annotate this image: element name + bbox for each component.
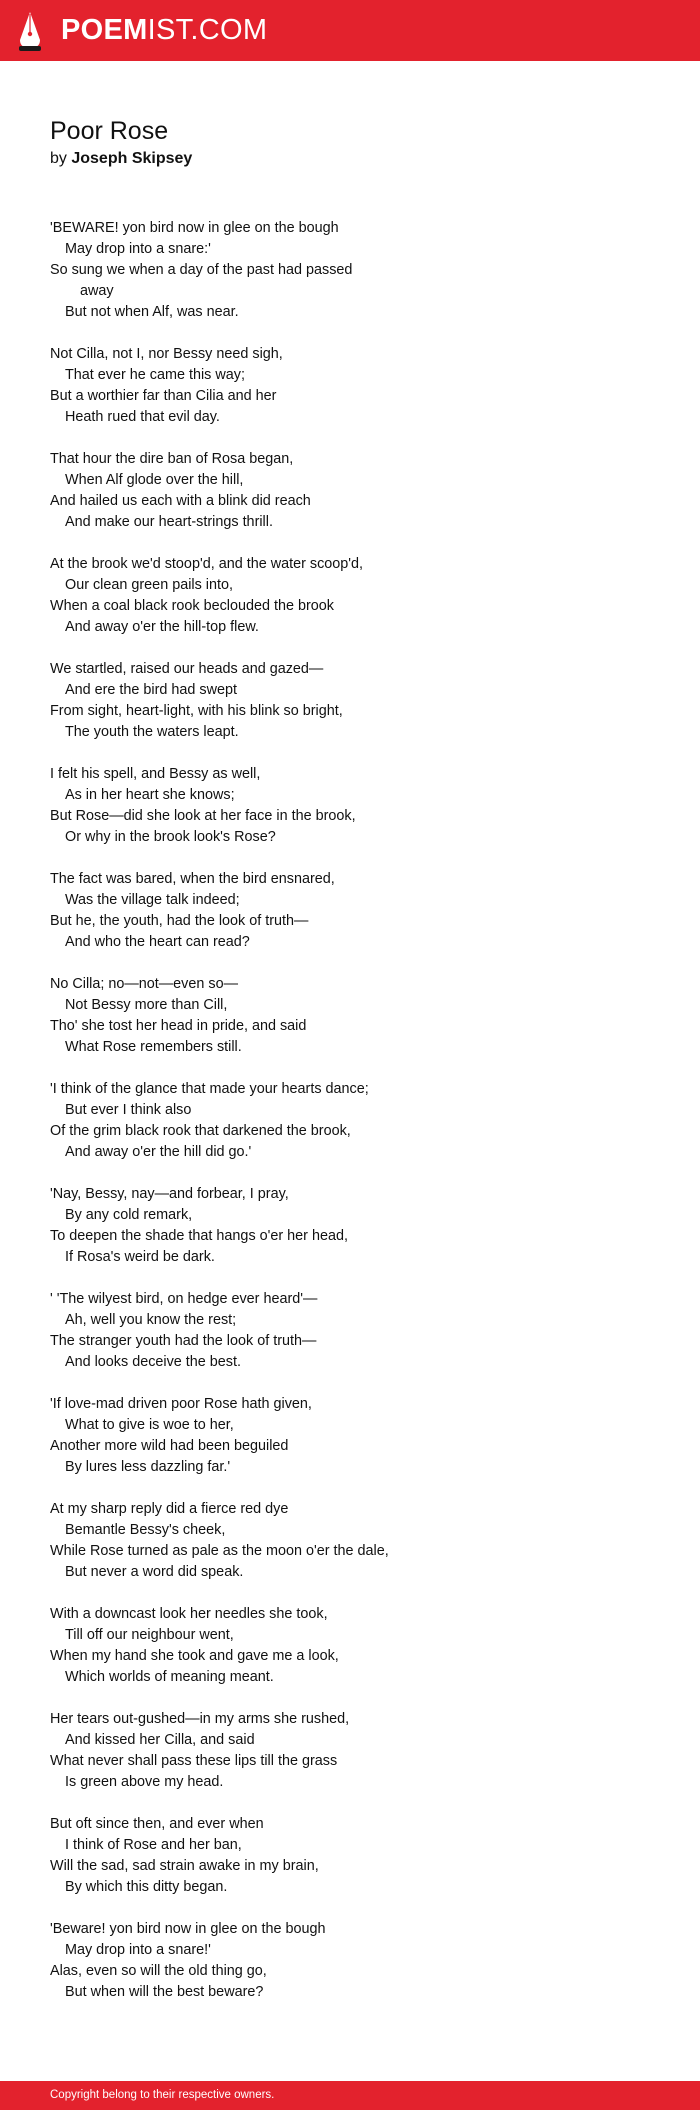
poem-line: Not Cilla, not I, nor Bessy need sigh, (50, 346, 283, 362)
stanza (50, 1604, 650, 1688)
poem-line: By which this ditty began. (65, 1879, 228, 1895)
poem-line: From sight, heart-light, with his blink so bright, (50, 703, 343, 719)
author-name[interactable]: Joseph Skipsey (71, 150, 193, 167)
brand-bold: POEM (61, 14, 148, 46)
poem-line: Which worlds of meaning meant. (65, 1669, 274, 1685)
poem-line: And who the heart can read? (65, 934, 250, 950)
poem-line: ' 'The wilyest bird, on hedge ever heard'— (50, 1291, 318, 1307)
poem-line: And away o'er the hill did go.' (65, 1144, 252, 1160)
by-label: by (50, 150, 67, 167)
poem-line: If Rosa's weird be dark. (65, 1249, 215, 1265)
poem-line: By lures less dazzling far.' (65, 1459, 231, 1475)
poem-line: The youth the waters leapt. (65, 724, 239, 740)
poem-line: Another more wild had been beguiled (50, 1438, 289, 1454)
poem-line: But Rose—did she look at her face in the brook, (50, 808, 356, 824)
pen-nib-icon[interactable] (16, 10, 44, 52)
poem-line: 'BEWARE! yon bird now in glee on the bough (50, 220, 339, 236)
poem-line: And away o'er the hill-top flew. (65, 619, 259, 635)
poem-line: Till off our neighbour went, (65, 1627, 234, 1643)
poem-line: What never shall pass these lips till the grass (50, 1753, 338, 1769)
stanza (50, 869, 650, 953)
poem-line: But ever I think also (65, 1102, 192, 1118)
poem-line: Is green above my head. (65, 1774, 224, 1790)
poem-line: What to give is woe to her, (65, 1417, 234, 1433)
stanza (50, 1079, 650, 1163)
poem-line: away (80, 283, 114, 299)
poem-line: Bemantle Bessy's cheek, (65, 1522, 226, 1538)
poem-line: At the brook we'd stoop'd, and the water scoop'd, (50, 556, 364, 572)
poem-line: I think of Rose and her ban, (65, 1837, 242, 1853)
poem-line: But oft since then, and ever when (50, 1816, 264, 1832)
stanza (50, 1289, 650, 1373)
poem-title: Poor Rose (50, 117, 169, 145)
stanza (50, 1709, 650, 1793)
poem-line: At my sharp reply did a fierce red dye (50, 1501, 289, 1517)
poem-line: And hailed us each with a blink did reach (50, 493, 311, 509)
poem-line: Was the village talk indeed; (65, 892, 240, 908)
poem-line: The stranger youth had the look of truth— (50, 1333, 317, 1349)
poem-line: To deepen the shade that hangs o'er her head, (50, 1228, 348, 1244)
poem-line: Tho' she tost her head in pride, and said (50, 1018, 307, 1034)
poem-line: What Rose remembers still. (65, 1039, 242, 1055)
poem-line: May drop into a snare:' (65, 241, 211, 257)
poem-line: The fact was bared, when the bird ensnared, (50, 871, 335, 887)
poem-line: And make our heart-strings thrill. (65, 514, 273, 530)
poem-line: That hour the dire ban of Rosa began, (50, 451, 294, 467)
site-logo-text[interactable] (61, 11, 267, 49)
poem-line: As in her heart she knows; (65, 787, 235, 803)
poem-line: We startled, raised our heads and gazed— (50, 661, 324, 677)
poem-line: Alas, even so will the old thing go, (50, 1963, 267, 1979)
poem-line: Will the sad, sad strain awake in my brain, (50, 1858, 319, 1874)
brand-light: IST.COM (147, 14, 268, 46)
poem-line: Our clean green pails into, (65, 577, 233, 593)
poem-line: By any cold remark, (65, 1207, 193, 1223)
stanza (50, 218, 650, 323)
poem-line: Of the grim black rook that darkened the brook, (50, 1123, 351, 1139)
poem-line: When my hand she took and gave me a look, (50, 1648, 339, 1664)
poem-line: When Alf glode over the hill, (65, 472, 244, 488)
stanza (50, 344, 650, 428)
poem-line: 'Beware! yon bird now in glee on the bough (50, 1921, 326, 1937)
poem-line: While Rose turned as pale as the moon o'er the dale, (50, 1543, 389, 1559)
poem-line: With a downcast look her needles she took, (50, 1606, 328, 1622)
poem-line: No Cilla; no—not—even so— (50, 976, 238, 992)
poem-line: But never a word did speak. (65, 1564, 244, 1580)
stanza (50, 1814, 650, 1898)
poem-line: When a coal black rook beclouded the brook (50, 598, 334, 614)
poem-line: Not Bessy more than Cill, (65, 997, 228, 1013)
site-header (0, 0, 700, 61)
poem-line: And kissed her Cilla, and said (65, 1732, 255, 1748)
poem-line: And looks deceive the best. (65, 1354, 241, 1370)
poem-line: So sung we when a day of the past had passed (50, 262, 353, 278)
poem-line: May drop into a snare!' (65, 1942, 211, 1958)
poem-line: But not when Alf, was near. (65, 304, 239, 320)
poem-line: And ere the bird had swept (65, 682, 237, 698)
poem-line: That ever he came this way; (65, 367, 245, 383)
poem-line: 'Nay, Bessy, nay—and forbear, I pray, (50, 1186, 289, 1202)
stanza (50, 659, 650, 743)
stanza (50, 1184, 650, 1268)
poem-line: But he, the youth, had the look of truth— (50, 913, 309, 929)
stanza (50, 1919, 650, 2003)
poem-line: But when will the best beware? (65, 1984, 264, 2000)
poem-line: Her tears out-gushed—in my arms she rushed, (50, 1711, 350, 1727)
stanza (50, 449, 650, 533)
poem-line: I felt his spell, and Bessy as well, (50, 766, 261, 782)
byline (50, 147, 192, 171)
poem-line: Or why in the brook look's Rose? (65, 829, 276, 845)
stanza (50, 1499, 650, 1583)
poem-line: 'If love-mad driven poor Rose hath given, (50, 1396, 312, 1412)
stanza (50, 554, 650, 638)
site-footer (0, 2081, 700, 2110)
poem-line: Ah, well you know the rest; (65, 1312, 237, 1328)
poem-line: Heath rued that evil day. (65, 409, 220, 425)
poem-line: 'I think of the glance that made your hearts dance; (50, 1081, 369, 1097)
stanza (50, 974, 650, 1058)
poem-body (50, 218, 650, 2024)
stanza (50, 1394, 650, 1478)
copyright-text: Copyright belong to their respective owners. (50, 2089, 275, 2101)
stanza (50, 764, 650, 848)
poem-line: But a worthier far than Cilia and her (50, 388, 277, 404)
